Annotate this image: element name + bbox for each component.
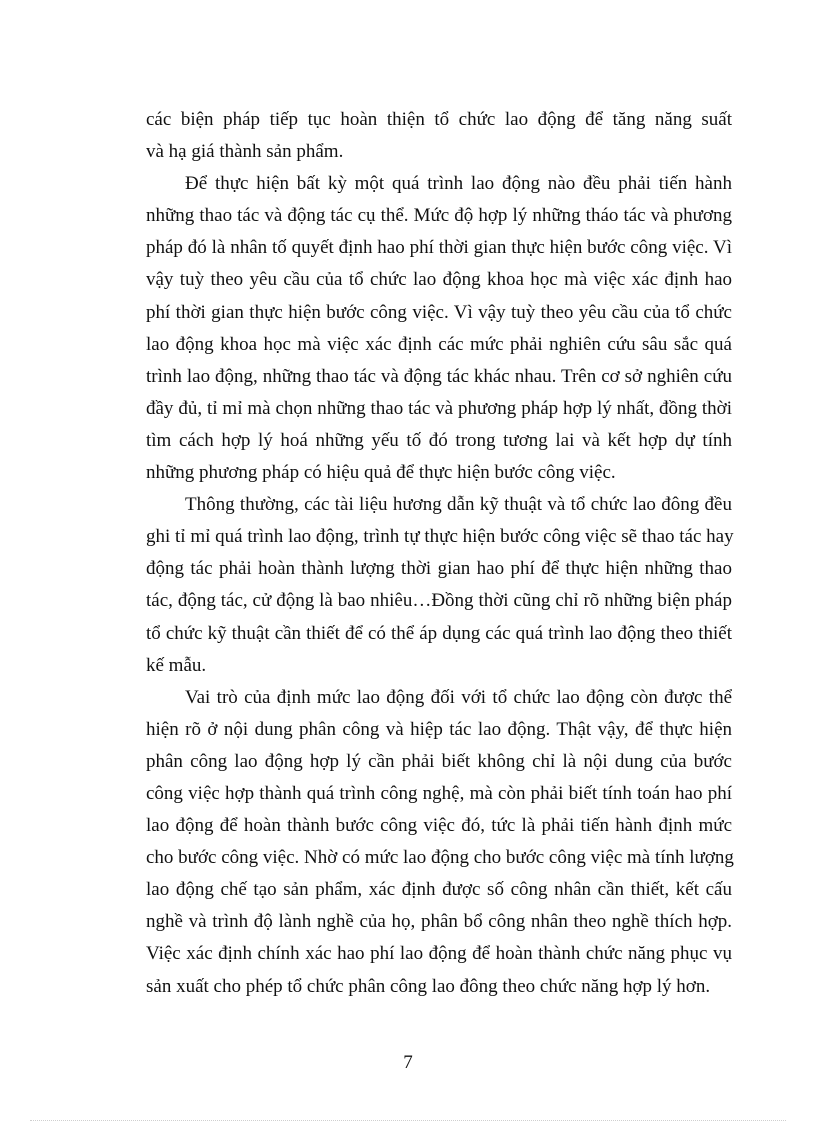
text-line: động tác phải hoàn thành lượng thời gian hao phí để thực hiện những thao: [146, 558, 732, 580]
text-line: đầy đủ, tỉ mỉ mà chọn những thao tác và phương pháp hợp lý nhất, đồng thời: [146, 397, 732, 419]
text-line: sản xuất cho phép tổ chức phân công lao đông theo chức năng hợp lý hơn.: [146, 975, 711, 997]
text-line: những phương pháp có hiệu quả để thực hiện bước công việc.: [146, 462, 616, 484]
text-line: trình lao động, những thao tác và động tác khác nhau. Trên cơ sở nghiên cứu: [146, 365, 732, 387]
page-number: 7: [403, 1052, 413, 1073]
text-line: Thông thường, các tài liệu hương dẫn kỹ thuật và tổ chức lao đông đều: [185, 494, 732, 516]
text-line: vậy tuỳ theo yêu cầu của tổ chức lao động khoa học mà việc xác định hao: [146, 269, 732, 291]
text-line: công việc hợp thành quá trình công nghệ, mà còn phải biết tính toán hao phí: [146, 782, 732, 804]
text-line: cho bước công việc. Nhờ có mức lao động cho bước công việc mà tính lượng: [146, 847, 734, 869]
text-line: phân công lao động hợp lý cần phải biết không chỉ là nội dung của bước: [146, 750, 732, 772]
text-line: các biện pháp tiếp tục hoàn thiện tổ chức lao động để tăng năng suất: [146, 109, 732, 130]
text-line: lao động khoa học mà việc xác định các mức phải nghiên cứu sâu sắc quá: [146, 333, 732, 355]
text-line: lao động để hoàn thành bước công việc đó, tức là phải tiến hành định mức: [146, 815, 732, 837]
text-line: kế mẫu.: [146, 654, 207, 676]
text-line: lao động chế tạo sản phẩm, xác định được số công nhân cần thiết, kết cấu: [146, 879, 732, 901]
text-line: Việc xác định chính xác hao phí lao động để hoàn thành chức năng phục vụ: [146, 943, 732, 965]
text-line: pháp đó là nhân tố quyết định hao phí thời gian thực hiện bước công việc. Vì: [146, 237, 732, 259]
text-line: nghề và trình độ lành nghề của họ, phân bổ công nhân theo nghề thích hợp.: [146, 911, 732, 933]
text-line: và hạ giá thành sản phẩm.: [146, 141, 344, 163]
text-line: Để thực hiện bất kỳ một quá trình lao động nào đều phải tiến hành: [185, 173, 732, 195]
body-text: [146, 104, 732, 1003]
text-line: hiện rõ ở nội dung phân công và hiệp tác lao động. Thật vậy, để thực hiện: [146, 718, 732, 740]
text-line: ghi tỉ mỉ quá trình lao động, trình tự thực hiện bước công việc sẽ thao tác hay: [146, 526, 734, 548]
text-line: tìm cách hợp lý hoá những yếu tố đó trong tương lai và kết hợp dự tính: [146, 429, 732, 451]
text-line: tổ chức kỹ thuật cần thiết để có thể áp dụng các quá trình lao động theo thiết: [146, 622, 732, 644]
text-line: Vai trò của định mức lao động đối với tổ chức lao động còn được thể: [185, 686, 732, 708]
text-line: phí thời gian thực hiện bước công việc. Vì vậy tuỳ theo yêu cầu của tổ chức: [146, 301, 732, 323]
text-line: những thao tác và động tác cụ thể. Mức độ hợp lý những tháo tác và phương: [146, 205, 732, 227]
text-line: tác, động tác, cử động là bao nhiêu…Đồng thời cũng chỉ rõ những biện pháp: [146, 590, 732, 612]
footer-divider: [30, 1120, 786, 1121]
